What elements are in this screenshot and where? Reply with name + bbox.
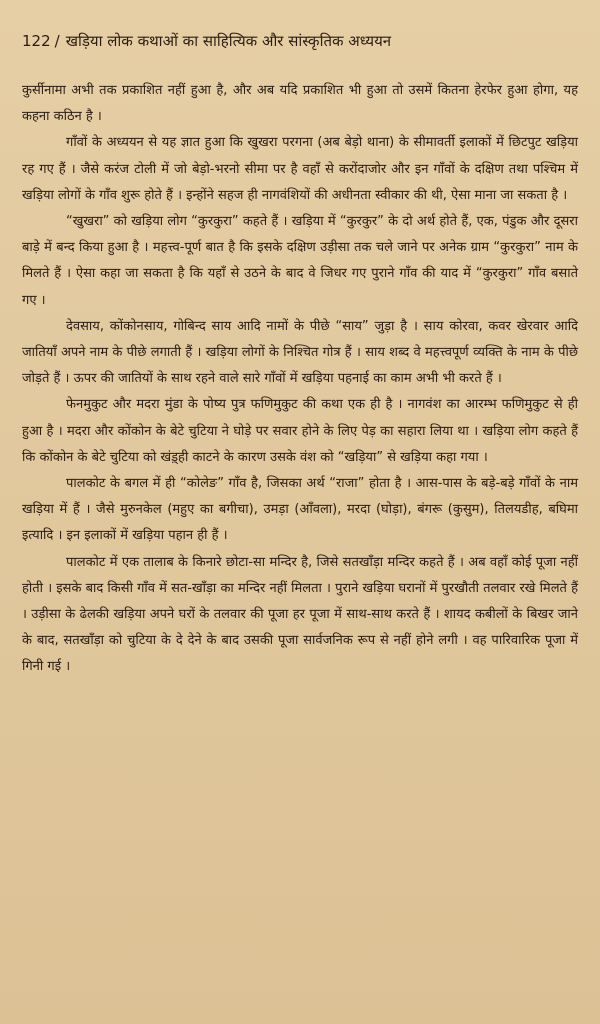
paragraph-7: पालकोट में एक तालाब के किनारे छोटा-सा मन्दिर है, जिसे सतखाँड़ा मन्दिर कहते हैं । अब वहाँ कोई पूजा नहीं होती । इसके बाद किसी गाँव में सत-खाँड़ा का मन्दिर नहीं मिलता । पुराने खड़िया घरानों में पुरखौती तलवार रखे मिलते हैं । उड़ीसा के ढेलकी खड़िया अपने घरों के तलवार की पूजा हर पूजा में साथ-साथ करते हैं । शायद कबीलों के बिखर जाने के बाद, सतखाँड़ा को चुटिया के दे देने के बाद उसकी पूजा सार्वजनिक रूप से नहीं होने लगी । वह पारिवारिक पूजा में गिनी गई । — [22, 554, 578, 675]
paragraph-6: पालकोट के बगल में ही “कोलेङ” गाँव है, जिसका अर्थ “राजा” होता है । आस-पास के बड़े-बड़े गाँवों के नाम खड़िया में हैं । जैसे मुरुनकेल (महुए का बगीचा), उमड़ा (आँवला), मरदा (घोड़ा), बंगरू (कुसुम), तिलयडीह, बघिमा इत्यादि । इन इलाकों में खड़िया पहान ही हैं । — [22, 476, 578, 544]
book-title: खड़िया लोक कथाओं का साहित्यिक और सांस्कृतिक अध्ययन — [65, 32, 392, 50]
paragraph-5: फेनमुकुट और मदरा मुंडा के पोष्य पुत्र फणिमुकुट की कथा एक ही है । नागवंश का आरम्भ फणिमुकुट से ही हुआ है । मदरा और कोंकोन के बेटे चुटिया ने घोड़े पर सवार होने के लिए पेड़ का सहारा लिया था । खड़िया लोग कहते हैं कि कोंकोन के बेटे चुटिया को खंड़्ही काटने के कारण उसके वंश को “खड़िया” से खड़िया कहा गया । — [22, 397, 578, 465]
running-header — [22, 30, 578, 52]
paragraph-1: कुर्सीनामा अभी तक प्रकाशित नहीं हुआ है, और अब यदि प्रकाशित भी हुआ तो उसमें कितना हेरफेर हुआ होगा, यह कहना कठिन है । — [22, 83, 578, 125]
header-separator: / — [54, 32, 60, 50]
page-number: 122 — [22, 32, 51, 50]
body-text — [22, 78, 578, 681]
paragraph-4: देवसाय, कोंकोनसाय, गोबिन्द साय आदि नामों के पीछे “साय” जुड़ा है । साय कोरवा, कवर खेरवार आदि जातियाँ अपने नाम के पीछे लगाती हैं । खड़िया लोगों के निश्चित गोत्र हैं । साय शब्द वे महत्त्वपूर्ण व्यक्ति के नाम के पीछे जोड़ते हैं । ऊपर की जातियों के साथ रहने वाले सारे गाँवों में खड़िया पहनाई का काम अभी भी करते हैं । — [22, 318, 578, 387]
paragraph-3: “खुखरा” को खड़िया लोग “कुरकुरा” कहते हैं । खड़िया में “कुरकुर” के दो अर्थ होते हैं, एक, पंडुक और दूसरा बाड़े में बन्द किया हुआ है । महत्त्व-पूर्ण बात है कि इसके दक्षिण उड़ीसा तक चले जाने पर अनेक ग्राम “कुरकुरा” नाम के मिलते हैं । ऐसा कहा जा सकता है कि यहाँ से उठने के बाद वे जिधर गए पुराने गाँव की याद में “कुरकुरा” गाँव बसाते गए । — [22, 214, 578, 308]
paragraph-2: गाँवों के अध्ययन से यह ज्ञात हुआ कि खुखरा परगना (अब बेड़ो थाना) के सीमावर्ती इलाकों में छिटपुट खड़िया रह गए हैं । जैसे करंज टोली में जो बेड़ो-भरनो सीमा पर है वहाँ से करोंदाजोर और इन गाँवों के दक्षिण तथा पश्चिम में खड़िया लोगों के गाँव शुरू होते हैं । इन्होंने सहज ही नागवंशियों की अधीनता स्वीकार की थी, ऐसा माना जा सकता है । — [22, 135, 578, 203]
